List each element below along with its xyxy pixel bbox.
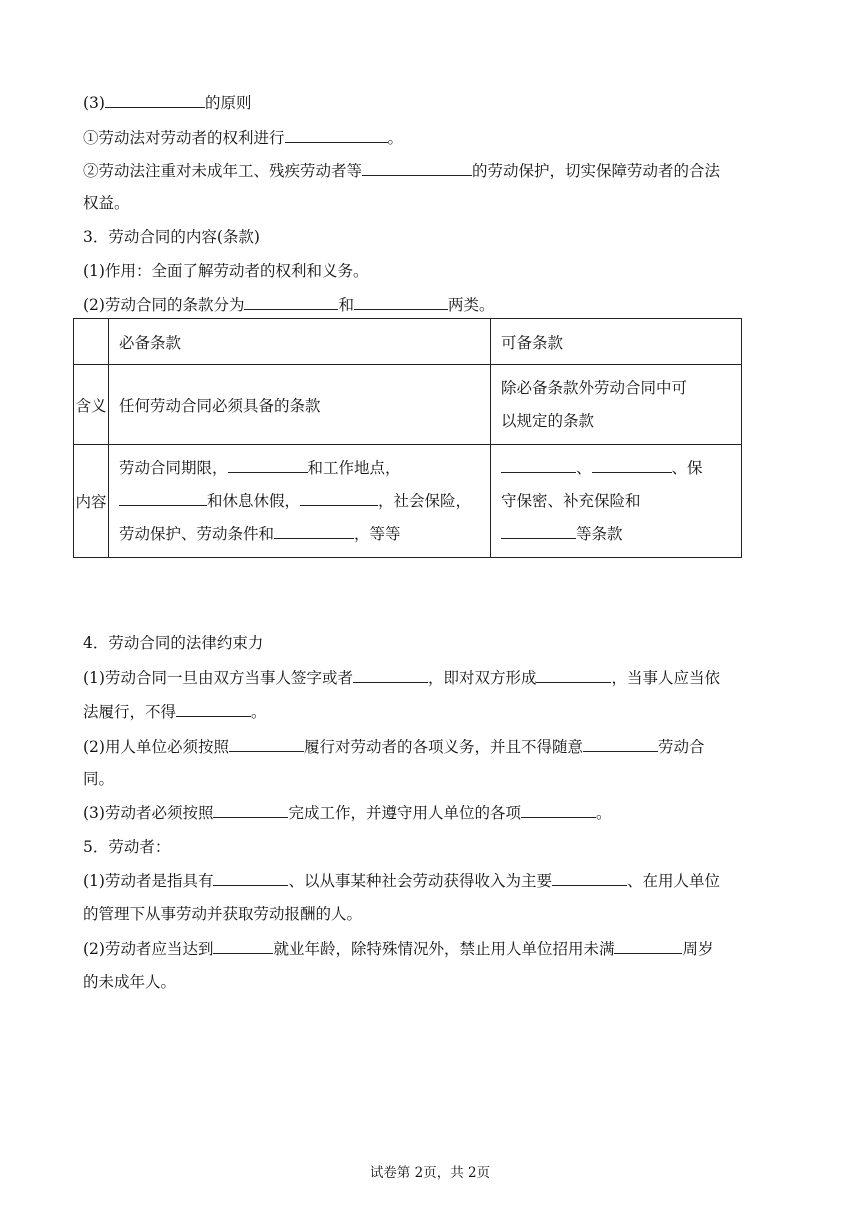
page-footer: 试卷第 2页，共 2页 xyxy=(369,1165,491,1181)
section-5-item-1-cont xyxy=(83,903,362,925)
section-heading: 3．劳动合同的内容(条款) xyxy=(83,228,260,246)
text-segment: (1)劳动者是指具有 xyxy=(83,872,214,890)
text-segment: 劳动合同期限， xyxy=(119,458,228,477)
text-segment: 的管理下从事劳动并获取劳动报酬的人。 xyxy=(83,905,363,923)
text-segment: (2)劳动者应当达到 xyxy=(83,940,214,958)
principle-item-2 xyxy=(83,159,720,182)
content-required xyxy=(109,445,491,558)
text-segment: 。 xyxy=(251,703,267,721)
item-number: (3) xyxy=(83,94,105,112)
text-segment: 履行对劳动者的各项义务，并且不得随意 xyxy=(303,738,583,756)
cell-text: 以规定的条款 xyxy=(501,411,595,430)
section-4-title xyxy=(83,632,263,654)
section-heading: 5．劳动者： xyxy=(83,838,171,856)
answer-blank[interactable] xyxy=(213,869,288,886)
text-segment: 两类。 xyxy=(447,296,495,314)
text-segment: ，当事人应当依 xyxy=(611,669,720,687)
answer-blank[interactable] xyxy=(244,293,338,310)
text-segment: 和 xyxy=(338,296,354,314)
text-segment: ，社会保险， xyxy=(378,491,472,510)
text-segment: 周岁 xyxy=(682,940,714,958)
answer-blank[interactable] xyxy=(176,700,251,717)
section-4-item-2-cont xyxy=(83,768,114,790)
section-4-item-1 xyxy=(83,666,720,689)
contract-terms-table xyxy=(73,318,742,558)
cell-line xyxy=(119,518,480,551)
text-segment: 法履行，不得 xyxy=(83,703,177,721)
principle-item-1 xyxy=(83,126,403,149)
table-row-meaning xyxy=(74,365,742,445)
cell-line xyxy=(501,518,731,551)
text-segment: (3)劳动者必须按照 xyxy=(83,804,214,822)
text-segment: 和休息休假， xyxy=(207,491,301,510)
text-segment: 、保 xyxy=(671,458,703,477)
row-label-meaning: 含义 xyxy=(74,365,109,445)
text-segment: 、 xyxy=(576,458,592,477)
answer-blank[interactable] xyxy=(213,801,288,818)
text-segment: ，等等 xyxy=(354,524,401,543)
answer-blank[interactable] xyxy=(353,666,428,683)
meaning-required: 任何劳动合同必须具备的条款 xyxy=(109,365,491,445)
table-header-row xyxy=(74,319,742,365)
answer-blank[interactable] xyxy=(362,159,472,176)
text-segment: (2)用人单位必须按照 xyxy=(83,738,229,756)
cell-line xyxy=(119,485,480,518)
cell-text: 除必备条款外劳动合同中可 xyxy=(501,378,688,397)
row-label-content: 内容 xyxy=(74,445,109,558)
principle-item-2-cont xyxy=(83,192,130,214)
text-segment: 劳动保护、劳动条件和 xyxy=(119,524,275,543)
principle-line xyxy=(83,91,251,114)
text-segment: ②劳动法注重对未成年工、残疾劳动者等 xyxy=(83,162,363,180)
text-segment: 的未成年人。 xyxy=(83,973,177,991)
answer-blank[interactable] xyxy=(119,489,207,506)
answer-blank[interactable] xyxy=(229,735,304,752)
answer-blank[interactable] xyxy=(552,869,627,886)
text-segment: 等条款 xyxy=(576,524,623,543)
text-segment: 。 xyxy=(387,129,404,147)
section-5-item-2 xyxy=(83,937,714,960)
text-segment: 劳动合 xyxy=(657,738,705,756)
text-segment: ，即对双方形成 xyxy=(427,669,537,687)
text-segment: 、以从事某种社会劳动获得收入为主要 xyxy=(288,872,552,890)
answer-blank[interactable] xyxy=(501,456,576,473)
table-row-content xyxy=(74,445,742,558)
answer-blank[interactable] xyxy=(536,666,611,683)
content-optional xyxy=(491,445,742,558)
header-optional-terms: 可备条款 xyxy=(491,319,742,365)
answer-blank[interactable] xyxy=(501,522,576,539)
answer-blank[interactable] xyxy=(285,126,388,143)
table-corner-cell xyxy=(74,319,109,365)
text-segment: 完成工作，并遵守用人单位的各项 xyxy=(288,804,521,822)
meaning-optional xyxy=(491,365,742,445)
section-4-item-1-cont xyxy=(83,700,267,723)
answer-blank[interactable] xyxy=(614,937,682,954)
answer-blank[interactable] xyxy=(213,937,273,954)
answer-blank[interactable] xyxy=(300,489,378,506)
section-3-title xyxy=(83,226,260,248)
section-3-item-2 xyxy=(83,293,495,316)
answer-blank[interactable] xyxy=(105,91,205,108)
text-segment: ①劳动法对劳动者的权利进行 xyxy=(83,129,285,147)
text-segment: 的劳动保护，切实保障劳动者的合法 xyxy=(472,162,721,180)
cell-line xyxy=(501,452,731,485)
section-5-title xyxy=(83,836,170,858)
answer-blank[interactable] xyxy=(354,293,448,310)
answer-blank[interactable] xyxy=(521,801,596,818)
text-segment: (2)劳动合同的条款分为 xyxy=(83,296,245,314)
text-segment: 同。 xyxy=(83,770,115,788)
text-segment: 和工作地点， xyxy=(307,458,401,477)
answer-blank[interactable] xyxy=(274,522,354,539)
section-4-item-2 xyxy=(83,735,705,758)
answer-blank[interactable] xyxy=(583,735,658,752)
text-segment: 的原则 xyxy=(204,94,252,112)
text-segment: 就业年龄，除特殊情况外，禁止用人单位招用未满 xyxy=(273,940,615,958)
answer-blank[interactable] xyxy=(592,456,672,473)
text-segment: 权益。 xyxy=(83,194,130,212)
cell-line: 守保密、补充保险和 xyxy=(501,491,641,510)
text-segment: 。 xyxy=(595,804,612,822)
section-3-item-1 xyxy=(83,260,368,282)
section-5-item-1 xyxy=(83,869,720,892)
section-5-item-2-cont xyxy=(83,971,176,993)
answer-blank[interactable] xyxy=(228,456,308,473)
text-segment: 、在用人单位 xyxy=(626,872,720,890)
cell-line xyxy=(119,452,480,485)
section-heading: 4．劳动合同的法律约束力 xyxy=(83,634,264,652)
header-required-terms: 必备条款 xyxy=(109,319,491,365)
text-segment: (1)劳动合同一旦由双方当事人签字或者 xyxy=(83,669,353,687)
section-4-item-3 xyxy=(83,801,612,824)
text-segment: (1)作用：全面了解劳动者的权利和义务。 xyxy=(83,262,369,280)
